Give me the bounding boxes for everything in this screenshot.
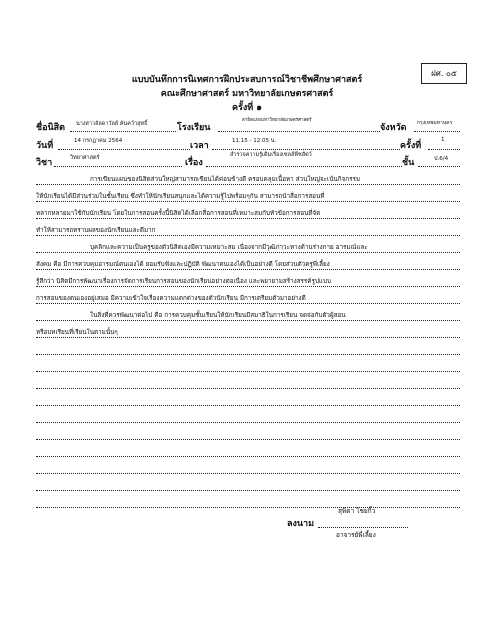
body-line: ทำให้สามารถทราบผลของนักเรียนและดีมาก (36, 222, 460, 236)
blank-line (36, 341, 460, 355)
subject-label: วิชา (36, 158, 53, 168)
topic-value: สำรวจความรู้เดิมเรื่องเซลล์พืชสัตว์ (230, 152, 312, 158)
body-line: หลากหลายมาใช้กับนักเรียน โดยในการสอนครั้งนี้นิสิตได้เลือกสื่อการสอนที่เหมาะสมกับหัวข้อการสอนที่จัด (36, 205, 460, 219)
title-line-2: คณะศึกษาศาสตร์ มหาวิทยาลัยเกษตรศาสตร์ (160, 89, 334, 99)
body-line: การสอนของตนเองอยู่เสมอ มีความเข้าใจเรื่องความแตกต่างของตัวนักเรียน มีการเตรียมตัวมาอย่างดี (36, 290, 460, 304)
round-underline (428, 149, 460, 150)
topic-underline (206, 166, 402, 167)
blank-line (36, 375, 460, 389)
grade-label: ชั้น (402, 158, 415, 168)
time-value: 11.15 - 12.05 น. (232, 138, 277, 144)
time-label: เวลา (190, 141, 209, 151)
blank-line (36, 409, 460, 423)
body-line: รู้สึกว่า นิสิตมีการพัฒนาเรื่องการจัดการเรียนการสอนของนักเรียนอย่างต่อเนื่อง และพยายามสร้างสรรค์รูปแบบ (36, 273, 460, 287)
blank-line (36, 494, 460, 508)
topic-label: เรื่อง (185, 158, 203, 168)
signature-label: ลงนาม (287, 519, 315, 529)
blank-line (36, 426, 460, 440)
date-label: วันที่ (36, 141, 54, 151)
date-underline (58, 149, 190, 150)
signature-underline (318, 527, 408, 528)
subject-value: วิทยาศาสตร์ (70, 155, 100, 161)
school-value: สาธิตแห่งมหาวิทยาลัยเกษตรศาสตร์ (242, 118, 312, 123)
title-line-3: ครั้งที่ ๑ (231, 103, 263, 113)
school-label: โรงเรียน (177, 123, 211, 133)
body-line: สังคม คือ มีการควบคุมอารมณ์ตนเองได้ ยอมรับฟังและปฏิบัติ พัฒนาตนเองได้เป็นอย่างดี โดยส่วนตัวครูพี่เลี้ยง (36, 256, 460, 270)
name-label: ชื่อนิสิต (36, 123, 66, 133)
body-line: การเขียนแผนของนิสิตส่วนใหญ่สามารถเขียนได้ค่อนข้างดี ครอบคลุมเนื้อหา ส่วนใหญ่จะเน้นกิจกรรม (36, 171, 460, 185)
name-value: นางสาวอัลดาวัลย์ ค้นคว้าสุทธิ์ (76, 121, 148, 127)
blank-line (36, 477, 460, 491)
province-value: กรุงเทพมหานคร (417, 120, 453, 126)
title-line-1: แบบบันทึกการนิเทศการฝึกประสบการณ์วิชาชีพศึกษาศาสตร์ (131, 75, 363, 85)
grade-value: ป.6/4 (434, 156, 449, 162)
blank-line (36, 358, 460, 372)
blank-line (36, 443, 460, 457)
body-line: หรือบทเรียนที่เรียนในตามนั้นๆ (36, 324, 460, 338)
signature-role: อาจารย์พี่เลี้ยง (336, 531, 376, 539)
blank-line (36, 460, 460, 474)
round-value: 1 (441, 137, 445, 143)
school-underline (218, 131, 380, 132)
subject-underline (54, 166, 182, 167)
province-underline (414, 131, 460, 132)
body-line: ให้นักเรียนได้มีส่วนร่วมในชั้นเรียน ซึ่งทำให้นักเรียนสนุกและได้ความรู้ไปพร้อมๆกัน สามารถนำสื่อการสอนที่ (36, 188, 460, 202)
blank-line (36, 392, 460, 406)
body-line: ในสิ่งที่ควรพัฒนาต่อไป คือ การควบคุมชั้นเรียนให้นักเรียนมีสมาธิในการเรียน จดจ่อกับตัวผู้สอน (36, 307, 460, 321)
date-value: 14 กรกฎาคม 2564 (74, 138, 123, 144)
grade-underline (418, 166, 460, 167)
time-underline (212, 149, 400, 150)
form-code: ฝศ. ๐๕ (431, 69, 457, 78)
name-underline (70, 131, 176, 132)
signature-name: สุพิดา ไชยกิ้ว (338, 507, 376, 515)
province-label: จังหวัด (380, 123, 407, 133)
round-label: ครั้งที่ (400, 141, 422, 151)
body-line: บุคลิกและความเป็นครูของตัวนิสิตเองมีความเหมาะสม เนื่องจากมีวุฒิภาวะทางด้านร่างกาย อารมณ์และ (36, 239, 460, 253)
